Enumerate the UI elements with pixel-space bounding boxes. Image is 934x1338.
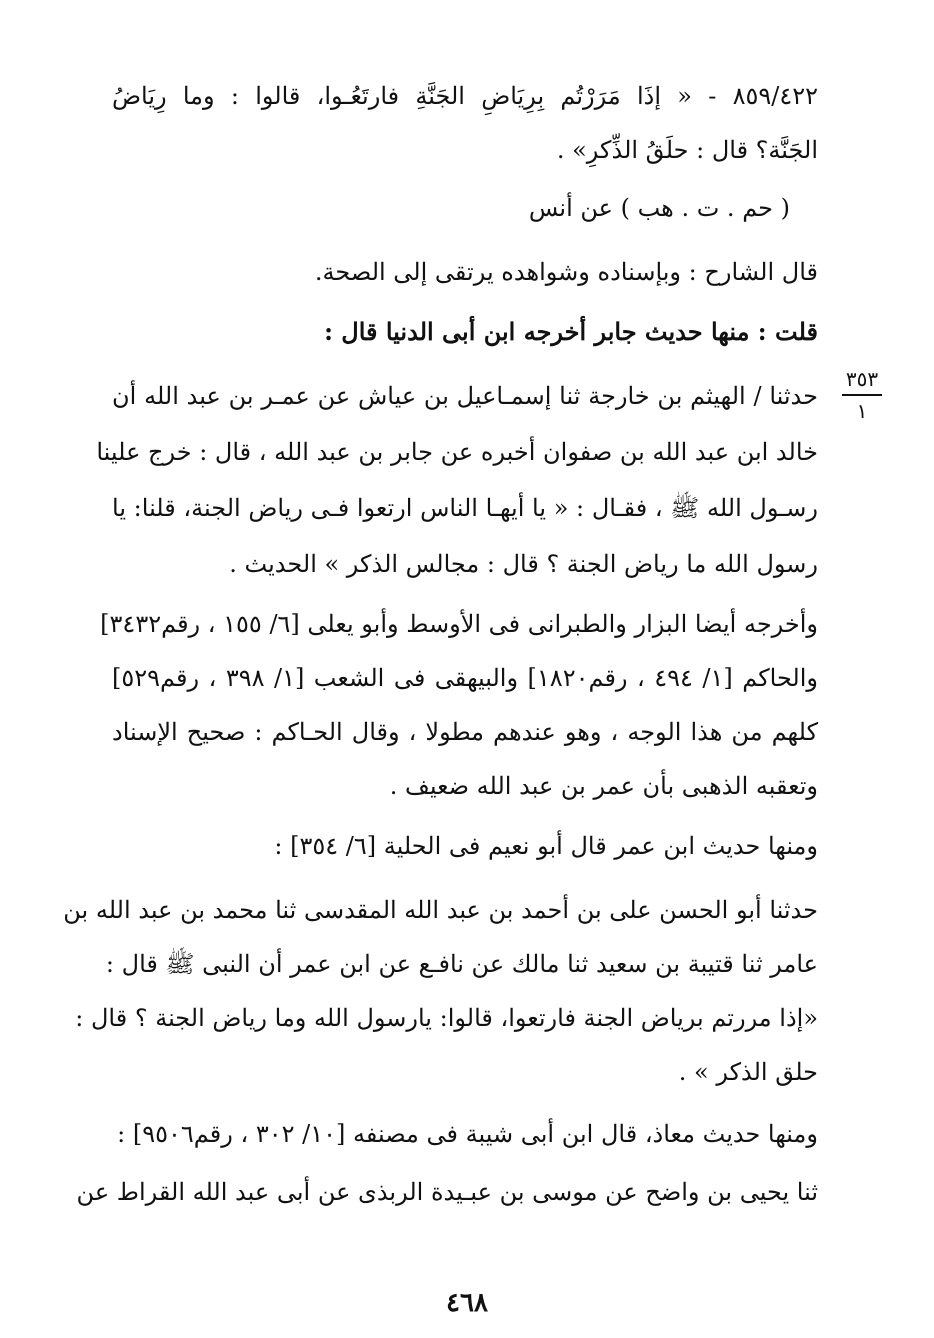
hadith-line-1: ٨٥٩/٤٢٢ - « إذَا مَرَرْتُم بِرِيَاضِ الجَنَّةِ فارتَعُـوا، قالوا : وما رِيَاضُ — [112, 82, 818, 110]
text-line-10: وأخرجه أيضا البزار والطبرانى فى الأوسط وأبو يعلى [٦/ ١٥٥ ، رقم٣٤٣٢] — [100, 610, 818, 638]
text-line-6: حدثنا / الهيثم بن خارجة ثنا إسمـاعيل بن عياش عن عمـر بن عبد الله أن — [112, 382, 818, 410]
page-number: ٤٦٨ — [446, 1288, 488, 1318]
text-line-7: خالد ابن عبد الله بن صفوان أخبره عن جابر بن عبد الله ، قال : خرج علينا — [96, 438, 818, 466]
marginal-top: ٣٥٣ — [845, 367, 879, 391]
text-line-19: ومنها حديث معاذ، قال ابن أبى شيبة فى مصنفه [١٠/ ٣٠٢ ، رقم٩٥٠٦] : — [117, 1120, 818, 1148]
text-line-14: ومنها حديث ابن عمر قال أبو نعيم فى الحلية [٦/ ٣٥٤] : — [274, 832, 818, 860]
marginal-bottom: ١ — [856, 399, 868, 423]
text-line-16: عامر ثنا قتيبة بن سعيد ثنا مالك عن نافـع عن ابن عمر أن النبى ﷺ قال : — [105, 950, 818, 978]
hadith-line-2: الجَنَّة؟ قال : حلَقُ الذِّكرِ» . — [556, 136, 818, 164]
marginal-reference — [842, 366, 882, 424]
text-line-20: ثنا يحيى بن واضح عن موسى بن عبـيدة الربذى عن أبى عبد الله القراط عن — [76, 1178, 818, 1206]
text-line-12: كلهم من هذا الوجه ، وهو عندهم مطولا ، وقال الحـاكم : صحيح الإسناد — [112, 718, 818, 746]
text-line-8: رسـول الله ﷺ ، فقـال : « يا أيهـا الناس ارتعوا فـى رياض الجنة، قلنا: يا — [112, 494, 818, 522]
text-line-11: والحاكم [١/ ٤٩٤ ، رقم١٨٢٠] والبيهقى فى الشعب [١/ ٣٩٨ ، رقم٥٢٩] — [112, 664, 818, 692]
text-line-13: وتعقبه الذهبى بأن عمر بن عبد الله ضعيف . — [389, 772, 818, 800]
text-line-9: رسول الله ما رياض الجنة ؟ قال : مجالس الذكر » الحديث . — [229, 550, 818, 578]
source-line: ( حم . ت . هب ) عن أنس — [528, 194, 790, 222]
commentator-line: قال الشارح : وبإسناده وشواهده يرتقى إلى الصحة. — [314, 258, 818, 286]
text-line-17: «إذا مررتم برياض الجنة فارتعوا، قالوا: يارسول الله وما رياض الجنة ؟ قال : — [75, 1004, 818, 1032]
text-line-18: حلق الذكر » . — [678, 1058, 818, 1086]
marginal-divider — [842, 394, 882, 396]
note-line: قلت : منها حديث جابر أخرجه ابن أبى الدنيا قال : — [324, 317, 818, 346]
text-line-15: حدثنا أبو الحسن على بن أحمد بن عبد الله المقدسى ثنا محمد بن عبد الله بن — [63, 896, 818, 924]
